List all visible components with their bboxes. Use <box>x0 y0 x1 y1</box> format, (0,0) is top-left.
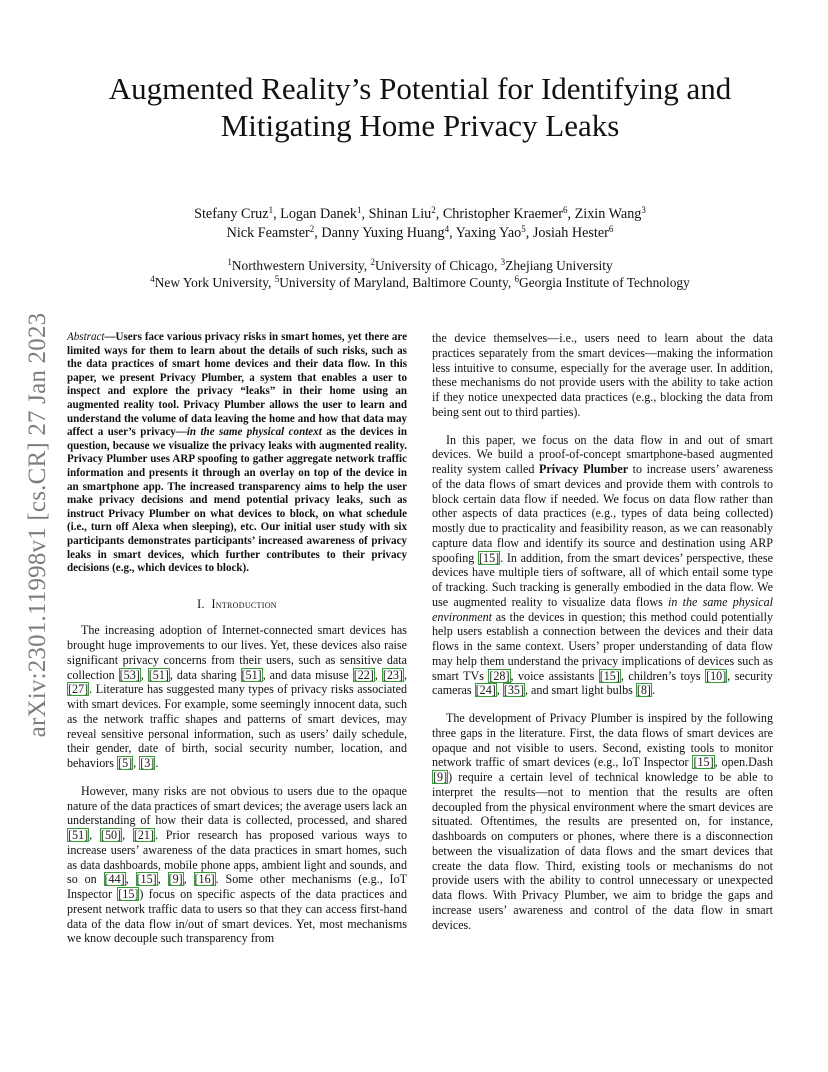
right-paragraph-3 <box>432 711 773 932</box>
text-run: . Literature has suggested many types of privacy risks associated with smart devices. For example, some seemingly innocent data, such as the network traffic shapes and patterns of smart devices, may reveal sensitive personal information, such as users’ daily schedule, their gender, date of birth, social security number, location, and behaviors <box>67 682 407 771</box>
text-run: , <box>122 828 133 843</box>
intro-paragraph-1 <box>67 623 407 771</box>
text-run: , <box>133 756 140 771</box>
citation-link[interactable]: [9] <box>168 872 183 887</box>
text-run: , and smart light bulbs <box>525 683 636 698</box>
right-column <box>432 331 773 932</box>
text-run: , children’s toys <box>620 668 706 683</box>
affiliation-sup: 5 <box>274 274 280 284</box>
text-run: ) require a certain level of technical knowledge to be able to interpret the results—not to mention that the results are often decoupled from the physical environment where the smart devices are situated. Oftentimes, the results are presented on, for instance, dashboards on computers or phones, where there is a disconnection between the visualization of data flows and the smart devices that create the data flow. Third, existing tools or mechanisms do not provide users with the ability to control unnecessary or unexpected data flows. With Privacy Plumber, we aim to bridge the gaps and increase users’ awareness and control of the data flow in smart devices. <box>432 770 773 932</box>
citation-link[interactable]: [44] <box>104 872 125 887</box>
author-affil-sup: 1 <box>268 205 274 215</box>
text-run: , and data misuse <box>262 667 353 682</box>
right-paragraph-1: the device themselves—i.e., users need to learn about the data practices separately from the smart devices—making the information less intuitive to consume, especially for the average user. In addition, these mechanisms do not provide users with the ability to take action if they notice unexpected data practices (e.g., blocking the data from being sent out to third parties). <box>432 331 773 419</box>
section-number: I. <box>197 596 205 611</box>
text-run: In this paper, we focus on the data flow in and out of smart devices. We build a proof-of-concept smartphone-based augmented reality system called <box>432 432 773 476</box>
text-run: . Prior research has proposed various ways to increase users’ awareness of the data practices in smart homes, such as data dashboards, mobile phone apps, ambient light and sounds, and so on <box>67 828 407 887</box>
text-run: ) focus on specific aspects of the data practices and present network traffic data to users so that they can access first-hand data of the data flow in/out of smart devices. Yet, most mechanisms we know decouple such transparency from <box>67 887 407 946</box>
title-line-1: Augmented Reality’s Potential for Identifying and <box>108 71 732 106</box>
text-run: The increasing adoption of Internet-connected smart devices has brought huge improvements to our lives. Yet, these devices also raise significant privacy concerns from their users, such as sensitive data collection <box>67 623 407 682</box>
author-affil-sup: 6 <box>563 205 568 215</box>
citation-link[interactable]: [15] <box>693 755 714 770</box>
text-run: , <box>403 667 407 682</box>
author-affil-sup: 2 <box>309 224 315 234</box>
text-run: However, many risks are not obvious to users due to the opaque nature of the data practices of smart devices; the average users lack an understanding of how their data is collected, processed, and shared <box>67 783 407 828</box>
citation-link[interactable]: [22] <box>353 667 374 682</box>
abstract-text: as the devices in question, because we visualize the privacy leaks with augmented reality. Privacy Plumber uses ARP spoofing to gather aggregate network traffic information and presents it through an overlay on top of the device in an smartphone app. The increased transparency aims to help the user make privacy decisions and mend potential privacy leaks, such as instruct Privacy Plumber on what devices to block, on what schedule (i.e., turn off Alexa when sleeping), etc. Our initial user study with six participants demonstrates participants’ increased awareness of privacy leaks in smart devices, which further contributes to their privacy decisions (e.g., which devices to block). <box>67 426 408 575</box>
author-name: Shinan Liu <box>368 206 432 222</box>
citation-link[interactable]: [16] <box>194 872 215 887</box>
affiliation-name: Northwestern University <box>231 258 364 273</box>
citation-link[interactable]: [51] <box>241 667 262 682</box>
text-run: , <box>496 683 503 698</box>
citation-link[interactable]: [15] <box>118 887 139 902</box>
author-name: Stefany Cruz <box>194 206 269 222</box>
citation-link[interactable]: [3] <box>140 756 155 771</box>
text-run: , security cameras <box>432 668 773 698</box>
affiliation-sup: 3 <box>500 257 506 267</box>
affiliation-name: Zhejiang University <box>505 258 613 273</box>
section-heading-introduction <box>67 597 407 612</box>
text-run: . <box>155 756 159 771</box>
abstract <box>67 331 407 576</box>
citation-link[interactable]: [10] <box>706 668 727 683</box>
author-affil-sup: 3 <box>641 205 646 215</box>
citation-link[interactable]: [9] <box>433 770 448 784</box>
author-name: Logan Danek <box>280 206 357 222</box>
affiliation-list: $^1$Northwestern University, $^2$University of Chicago, $^3$Zhejiang University $^4$New York University, $^5$University of Maryland, Baltimore County, $^6$Georgia Institute of Technology <box>150 257 690 290</box>
title-line-2: Mitigating Home Privacy Leaks <box>220 108 620 143</box>
citation-link[interactable]: [15] <box>599 668 620 683</box>
text-run: , <box>89 828 100 843</box>
author-affil-sup: 4 <box>444 224 450 234</box>
affiliation-name: Georgia Institute of Technology <box>519 275 690 290</box>
text-run: , <box>157 872 168 887</box>
citation-link[interactable]: [51] <box>148 667 169 682</box>
text-run: . <box>651 683 655 698</box>
text-run: , open.Dash <box>714 755 773 770</box>
citation-link[interactable]: [28] <box>489 668 510 683</box>
italic-phrase: in the same physical environment <box>432 594 773 624</box>
citation-link[interactable]: [5] <box>118 756 133 771</box>
citation-link[interactable]: [27] <box>68 682 89 697</box>
citation-link[interactable]: [51] <box>68 828 89 843</box>
text-run: , <box>183 872 194 887</box>
text-run: to increase users’ awareness of the data flows of smart devices and provide them with controls to block certain data flow if needed. We focus on data flow rather than other aspects of data practices (e.g., types of data being collected) mostly due to practicality and feasibility reason, as we can reasonably capture data flow and identify its source and destination using ARP spoofing <box>432 462 773 565</box>
affiliation-sup: 4 <box>150 274 155 284</box>
citation-link[interactable]: [23] <box>382 667 403 682</box>
affiliation-name: University of Chicago <box>374 258 494 273</box>
affiliation-name: University of Maryland, Baltimore County <box>279 275 508 290</box>
author-affil-sup: 2 <box>431 205 436 215</box>
author-name: Christopher Kraemer <box>442 206 564 222</box>
affiliation-sup: 1 <box>227 257 232 267</box>
abstract-text: —Users face various privacy risks in smart homes, yet there are limited ways for them to learn about the details of such risks, such as the data practices of smart home devices and their data flow. In this paper, we present Privacy Plumber, a system that enables a user to inspect and explore the privacy “leaks” in their home using an augmented reality tool. Privacy Plumber allows the user to learn and understand the volume of data leaving the home and how that data may affect a user’s privacy— <box>67 331 407 439</box>
affiliation-sup: 2 <box>370 257 375 267</box>
text-run: The development of Privacy Plumber is inspired by the following three gaps in the literature. First, the data flows of smart devices are opaque and not visible to users. Second, existing tools to monitor network traffic of smart devices (e.g., IoT Inspector <box>432 711 773 770</box>
system-name-bold: Privacy Plumber <box>538 462 629 476</box>
text-run: , <box>140 667 148 682</box>
right-paragraph-2 <box>432 433 773 699</box>
affiliation-sup: 6 <box>514 274 520 284</box>
text-run: , <box>125 872 136 887</box>
citation-link[interactable]: [8] <box>636 683 651 698</box>
author-affil-sup: 5 <box>521 224 526 234</box>
citation-link[interactable]: [21] <box>133 828 154 843</box>
arxiv-identifier-text: arXiv:2301.11998v1 [cs.CR] 27 Jan 2023 <box>24 312 51 738</box>
citation-link[interactable]: [35] <box>503 683 524 698</box>
text-run: , voice assistants <box>510 668 599 683</box>
abstract-italic: in the same physical context <box>186 426 322 439</box>
section-title: Introduction <box>211 596 277 611</box>
text-run: . In addition, from the smart devices’ perspective, these devices have multiple tiers of software, all of which entail some type of tracking. Such tracking is generally embodied in the data flow. We use augmented reality to visualize data flows <box>432 550 773 609</box>
affiliation-name: New York University <box>154 275 269 290</box>
author-name: Josiah Hester <box>532 225 609 241</box>
arxiv-identifier-stamp <box>18 290 58 760</box>
abstract-label: Abstract <box>67 331 105 343</box>
author-affil-sup: 1 <box>356 205 362 215</box>
author-name: Zixin Wang <box>574 206 642 222</box>
citation-link[interactable]: [53] <box>119 667 140 682</box>
text-run: , <box>374 667 382 682</box>
citation-link[interactable]: [15] <box>136 872 157 887</box>
author-affil-sup: 6 <box>608 224 614 234</box>
left-column <box>67 331 407 946</box>
author-name: Danny Yuxing Huang <box>321 225 445 241</box>
author-name: Yaxing Yao <box>455 225 522 241</box>
text-run: , data sharing <box>169 667 241 682</box>
author-name: Nick Feamster <box>226 225 310 241</box>
paper-title <box>70 70 770 144</box>
text-run: as the devices in question; this method could potentially help users establish a connection between the devices and their data flows in the same context. Users’ proper understanding of data flow may help them understand the privacy implications of devices such as smart TVs <box>432 609 773 683</box>
author-list: Stefany Cruz$^1$, Logan Danek$^1$, Shinan Liu$^2$, Christopher Kraemer$^6$, Zixin Wang$^3$ Nick Feamster$^2$, Danny Yuxing Huang$^4$, Yaxing Yao$^5$, Josiah Hester$^6$ <box>194 205 646 241</box>
text-run: . Some other mechanisms (e.g., IoT Inspector <box>67 872 408 902</box>
citation-link[interactable]: [15] <box>479 550 500 565</box>
citation-link[interactable]: [50] <box>100 828 122 843</box>
intro-paragraph-2 <box>67 784 407 946</box>
citation-link[interactable]: [24] <box>475 683 496 698</box>
